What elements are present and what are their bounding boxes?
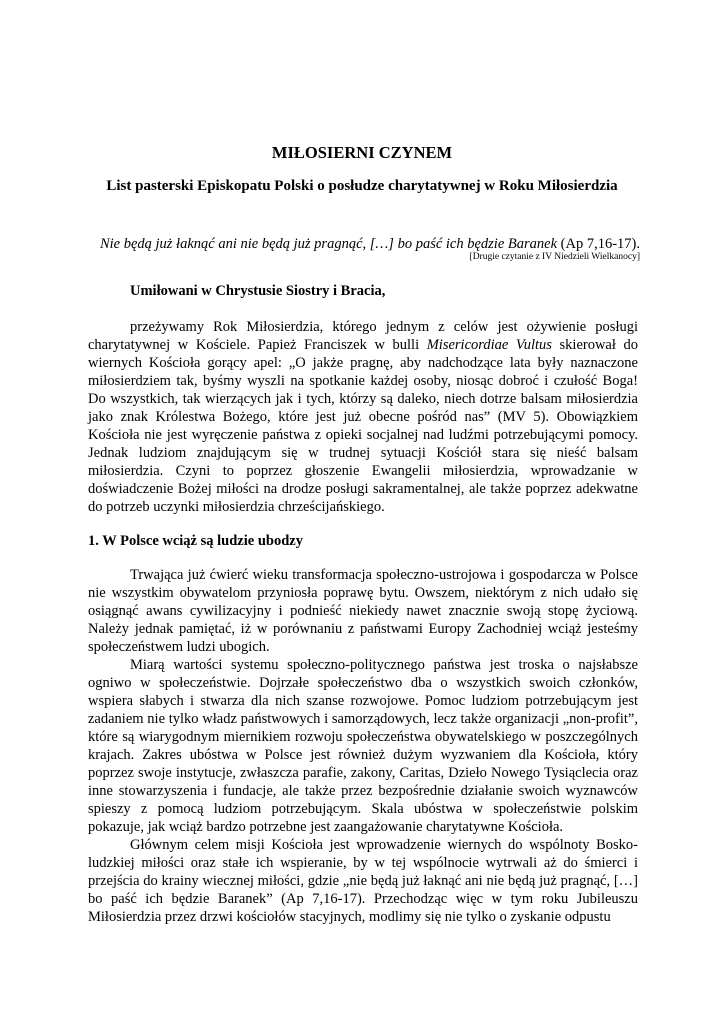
epigraph-quote [100,236,640,253]
intro-part1: przeżywamy Rok Miłosierdzia, którego jednym z celów jest ożywienie posługi charytatywnej w Kościele. Papież Franciszek w bulli [88,319,638,353]
intro-part2: skierował do wiernych Kościoła gorący apel: „O jakże pragnę, aby nadchodzące lata były naznaczone miłosierdziem tak, byśmy wyszli na spotkanie każdej osoby, niosąc dobroć i czułość Boga! Do wszystkich, tak wierzących jak i tych, którzy są daleko, niech dotrze balsam miłosierdzia jako znak Królestwa Bożego, które jest już obecne pośród nas” (MV 5). Obowiązkiem Kościoła nie jest wyręczenie państwa z opieki socjalnej nad ludźmi potrzebującymi pomocy. Jednak ludziom znajdującym się w trudnej sytuacji Kościół stara się nieść balsam miłosierdzia. Czyni to poprzez głoszenie Ewangelii miłosierdzia, wprowadzanie w doświadczenie Bożej miłości na drodze posługi sakramentalnej, ale także poprzez adekwatne do potrzeb uczynki miłosierdzia chrześcijańskiego. [88,337,639,515]
document-subtitle: List pasterski Episkopatu Polski o posłudze charytatywnej w Roku Miłosierdzia [106,178,618,194]
section-paragraph: Trwająca już ćwierć wieku transformacja społeczno-ustrojowa i gospodarcza w Polsce nie wszystkim obywatelom przyniosła poprawę bytu. Owszem, niektórym z nich udało się osiągnąć awans cywilizacyjny i podnieść niekiedy nawet znacznie swoją stopę życiową. Należy jednak pamiętać, iż w porównaniu z państwami Europy Zachodniej wciąż jesteśmy społeczeństwem ludzi ubogich. [88,567,638,655]
section-paragraph: Głównym celem misji Kościoła jest wprowadzenie wiernych do wspólnoty Bosko-ludzkiej miłości oraz stałe ich wspieranie, by w tej wspólnocie wytrwali aż do śmierci i przejścia do krainy wiecznej miłości, gdzie „nie będą już łaknąć ani nie będą już pragnąć, […] bo paść ich będzie Baranek” (Ap 7,16-17). Przechodząc więc w tym roku Jubileuszu Miłosierdzia przez drzwi kościołów stacyjnych, modlimy się nie tylko o zyskanie odpustu [88,837,638,925]
document-title: MIŁOSIERNI CZYNEM [271,143,453,162]
section-paragraph: Miarą wartości systemu społeczno-politycznego państwa jest troska o najsłabsze ogniwo w społeczeństwie. Dojrzałe społeczeństwo dba o wszystkich swoich członków, wspiera słabych i stwarza dla nich szanse rozwojowe. Pomoc ludziom potrzebującym jest zadaniem nie tylko władz państwowych i samorządowych, lecz także organizacji „non-profit”, które są wiarygodnym miernikiem rozwoju społeczeństwa obywatelskiego w poszczególnych krajach. Zakres ubóstwa w Polsce jest również dużym wyzwaniem dla Kościoła, który poprzez swoje instytucje, zwłaszcza parafie, zakony, Caritas, Dzieło Nowego Tysiąclecia oraz inne stowarzyszenia i fundacje, ale także przez bezpośrednie działanie swoich wyznawców spieszy z pomocą ludziom potrzebującym. Skala ubóstwa w społeczeństwie polskim pokazuje, jak wciąż bardzo potrzebne jest zaangażowanie charytatywne Kościoła. [88,657,638,835]
bull-title: Misericordiae Vultus [426,337,552,353]
epigraph-reference: (Ap 7,16-17). [557,236,640,252]
intro-paragraph [88,318,638,516]
section-heading: 1. W Polsce wciąż są ludzie ubodzy [88,533,303,549]
greeting: Umiłowani w Chrystusie Siostry i Bracia, [130,283,386,299]
epigraph-text: Nie będą już łaknąć ani nie będą już pragnąć, […] bo paść ich będzie Baranek [99,236,558,252]
epigraph-source: [Drugie czytanie z IV Niedzieli Wielkanocy] [469,252,640,262]
